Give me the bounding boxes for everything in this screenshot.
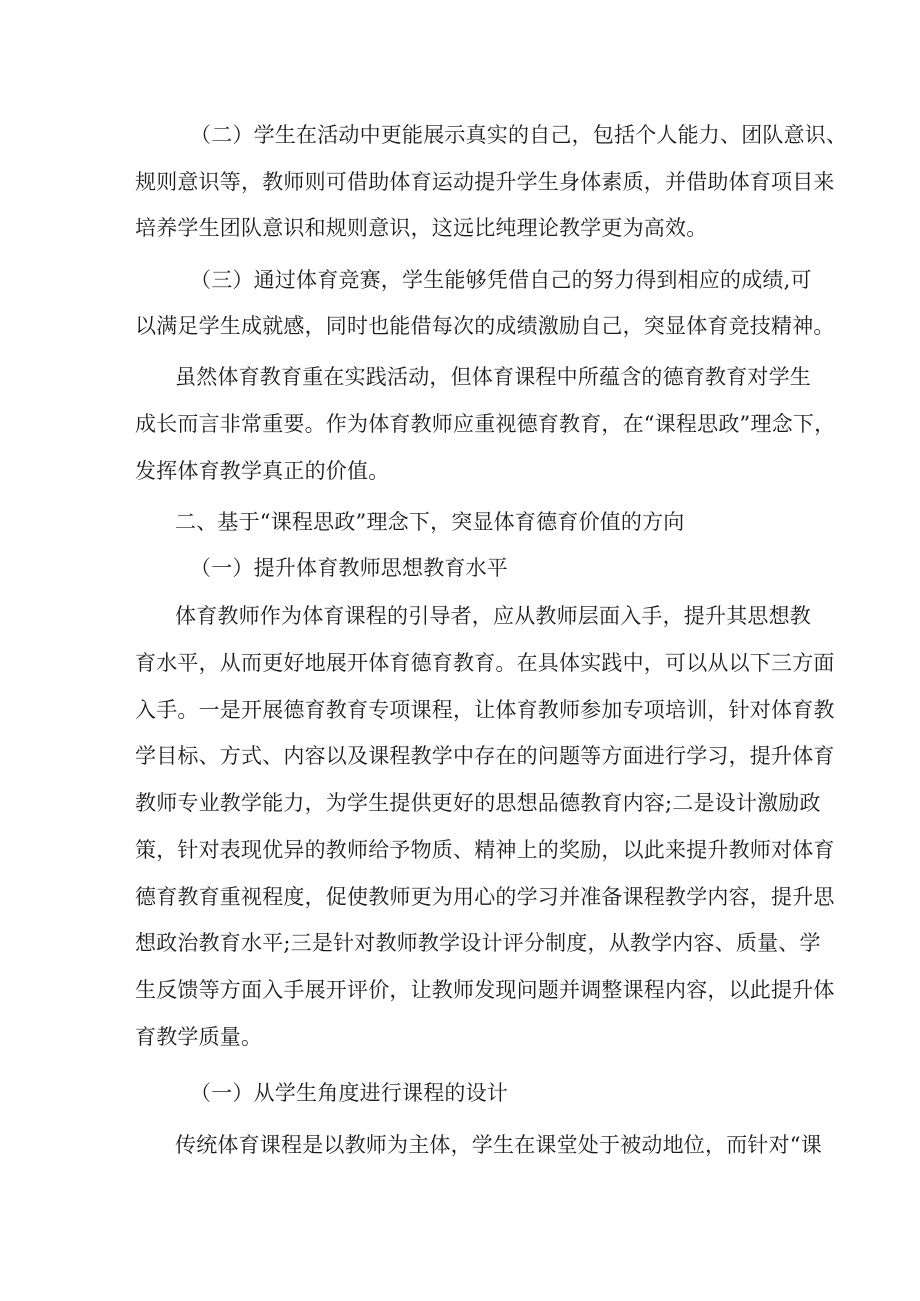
paragraph-line: 学目标、方式、内容以及课程教学中存在的问题等方面进行学习，提升体育: [135, 744, 835, 768]
paragraph-line: （三）通过体育竞赛，学生能够凭借自己的努力得到相应的成绩,可: [190, 268, 812, 292]
paragraph-line: 策，针对表现优异的教师给予物质、精神上的奖励，以此来提升教师对体育: [135, 838, 835, 862]
paragraph-line: 发挥体育教学真正的价值。: [135, 459, 390, 483]
paragraph-line: （二）学生在活动中更能展示真实的自己，包括个人能力、团队意识、: [190, 123, 848, 147]
paragraph-line: 生反馈等方面入手展开评价，让教师发现问题并调整课程内容，以此提升体: [135, 978, 835, 1002]
subsection-heading: （一）提升体育教师思想教育水平: [190, 556, 508, 580]
paragraph-line: 育水平，从而更好地展开体育德育教育。在具体实践中，可以从以下三方面: [135, 651, 835, 675]
section-heading: 二、基于“课程思政”理念下，突显体育德育价值的方向: [175, 510, 685, 534]
paragraph-line: 成长而言非常重要。作为体育教师应重视德育教育，在“课程思政”理念下，: [135, 412, 836, 436]
paragraph-line: 德育教育重视程度，促使教师更为用心的学习并准备课程教学内容，提升思: [135, 885, 835, 909]
paragraph-line: 传统体育课程是以教师为主体，学生在课堂处于被动地位，而针对“课: [175, 1133, 822, 1157]
paragraph-line: 教师专业教学能力，为学生提供更好的思想品德教育内容;二是设计激励政: [135, 791, 821, 815]
paragraph-line: 育教学质量。: [135, 1025, 263, 1049]
paragraph-line: 虽然体育教育重在实践活动，但体育课程中所蕴含的德育教育对学生: [175, 365, 811, 389]
paragraph-line: 体育教师作为体育课程的引导者，应从教师层面入手，提升其思想教: [175, 604, 811, 628]
paragraph-line: 培养学生团队意识和规则意识，这远比纯理论教学更为高效。: [135, 216, 708, 240]
paragraph-line: 想政治教育水平;三是针对教师教学设计评分制度，从教学内容、质量、学: [135, 931, 821, 955]
paragraph-line: 以满足学生成就感，同时也能借每次的成绩激励自己，突显体育竞技精神。: [135, 314, 835, 338]
paragraph-line: 入手。一是开展德育教育专项课程，让体育教师参加专项培训，针对体育教: [135, 698, 835, 722]
paragraph-line: 规则意识等，教师则可借助体育运动提升学生身体素质，并借助体育项目来: [135, 170, 835, 194]
subsection-heading: （一）从学生角度进行课程的设计: [190, 1081, 508, 1105]
